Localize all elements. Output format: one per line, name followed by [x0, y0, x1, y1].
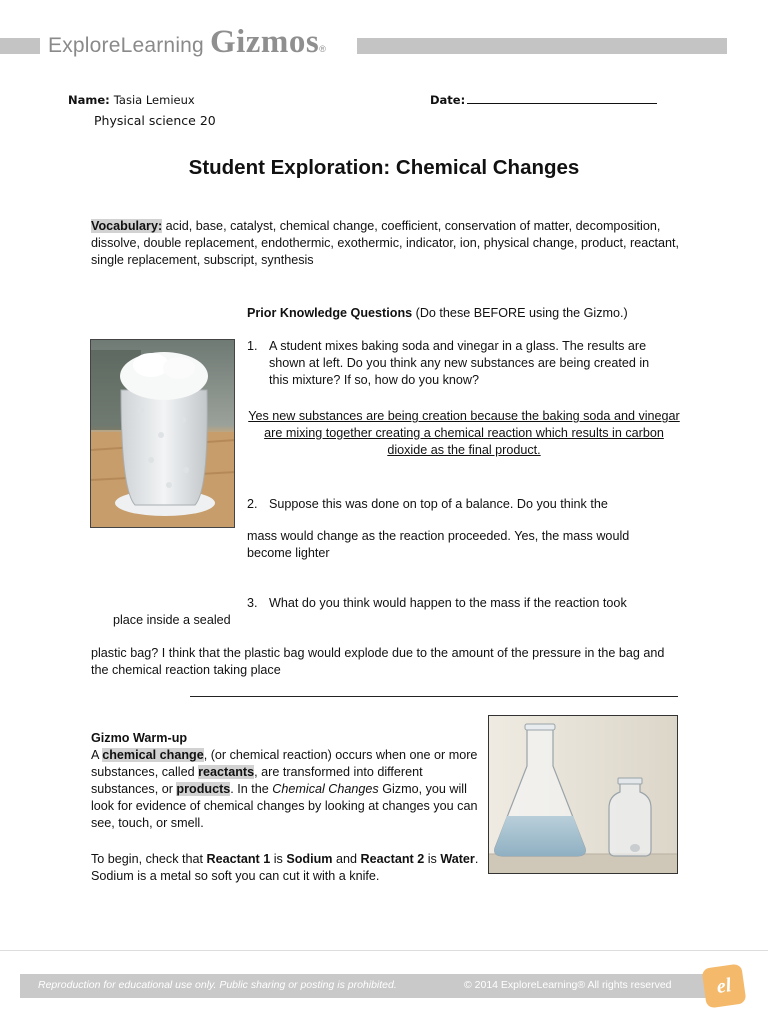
warmup-paragraph-1: A chemical change, (or chemical reaction) occurs when one or more substances, called reactants, are transformed into different substances, or products. In the Chemical Changes Gizmo, you will look for evidence of chemical changes by looking at changes you can see, touch, or smell. [91, 748, 478, 830]
warmup-heading: Gizmo Warm-up [91, 731, 188, 745]
question-1-text: A student mixes baking soda and vinegar in a glass. The results are shown at left. Do you think any new substances are being created in this mixture? If so, how do you know? [269, 339, 650, 387]
question-3-number: 3. [247, 596, 258, 610]
vocabulary-label: Vocabulary: [91, 219, 163, 233]
answer-1-text[interactable]: Yes new substances are being creation because the baking soda and vinegar are mixing together creating a chemical reaction which results in carbon dioxide as the final product. [248, 409, 680, 457]
page-header [0, 22, 768, 68]
footer-copyright: © 2014 ExploreLearning® All rights reserved [464, 979, 672, 991]
footer-reproduction-notice: Reproduction for educational use only. Public sharing or posting is prohibited. [38, 979, 397, 991]
prior-knowledge-heading: Prior Knowledge Questions (Do these BEFORE using the Gizmo.) [247, 306, 628, 320]
page-title: Student Exploration: Chemical Changes [188, 156, 580, 179]
question-1-number: 1. [247, 339, 258, 353]
footer-divider [0, 950, 768, 951]
header-bar-left [0, 38, 40, 54]
answer-2-text[interactable]: mass would change as the reaction proceeded. Yes, the mass would become lighter [247, 529, 630, 560]
question-2-number: 2. [247, 497, 258, 511]
baking-soda-vinegar-photo [90, 339, 235, 528]
answer-rule [190, 696, 678, 697]
question-3-text: What do you think would happen to the mass if the reaction took [269, 596, 627, 610]
vocabulary-paragraph: Vocabulary: acid, base, catalyst, chemical change, coefficient, conservation of matter, decomposition, dissolve, double replacement, endothermic, exothermic, indicator, ion, physical change, product, reactant, single replacement, subscript, synthesis [91, 219, 680, 267]
date-label: Date: [430, 93, 466, 107]
name-field: Name: Tasia Lemieux [68, 93, 195, 107]
foaming-glass-image [91, 340, 235, 528]
explorelearning-logo: ExploreLearning Gizmos ® [48, 24, 326, 60]
course-label: Physical science 20 [94, 113, 216, 128]
flask-and-jar-image [489, 716, 678, 874]
question-2-text: Suppose this was done on top of a balance. Do you think the [269, 497, 608, 511]
explorelearning-badge-icon: el [701, 963, 746, 1008]
gizmo-flask-image [488, 715, 678, 874]
question-3-continuation: place inside a sealed [113, 613, 231, 627]
page-footer [0, 966, 768, 1024]
answer-3-text[interactable]: plastic bag? I think that the plastic bag would explode due to the amount of the pressure in the bag and the chemical reaction taking place [91, 646, 665, 677]
name-value: Tasia Lemieux [113, 93, 195, 107]
warmup-paragraph-2: To begin, check that Reactant 1 is Sodium and Reactant 2 is Water. Sodium is a metal so soft you can cut it with a knife. [91, 852, 479, 883]
date-line [467, 103, 657, 104]
header-bar-right [357, 38, 727, 54]
